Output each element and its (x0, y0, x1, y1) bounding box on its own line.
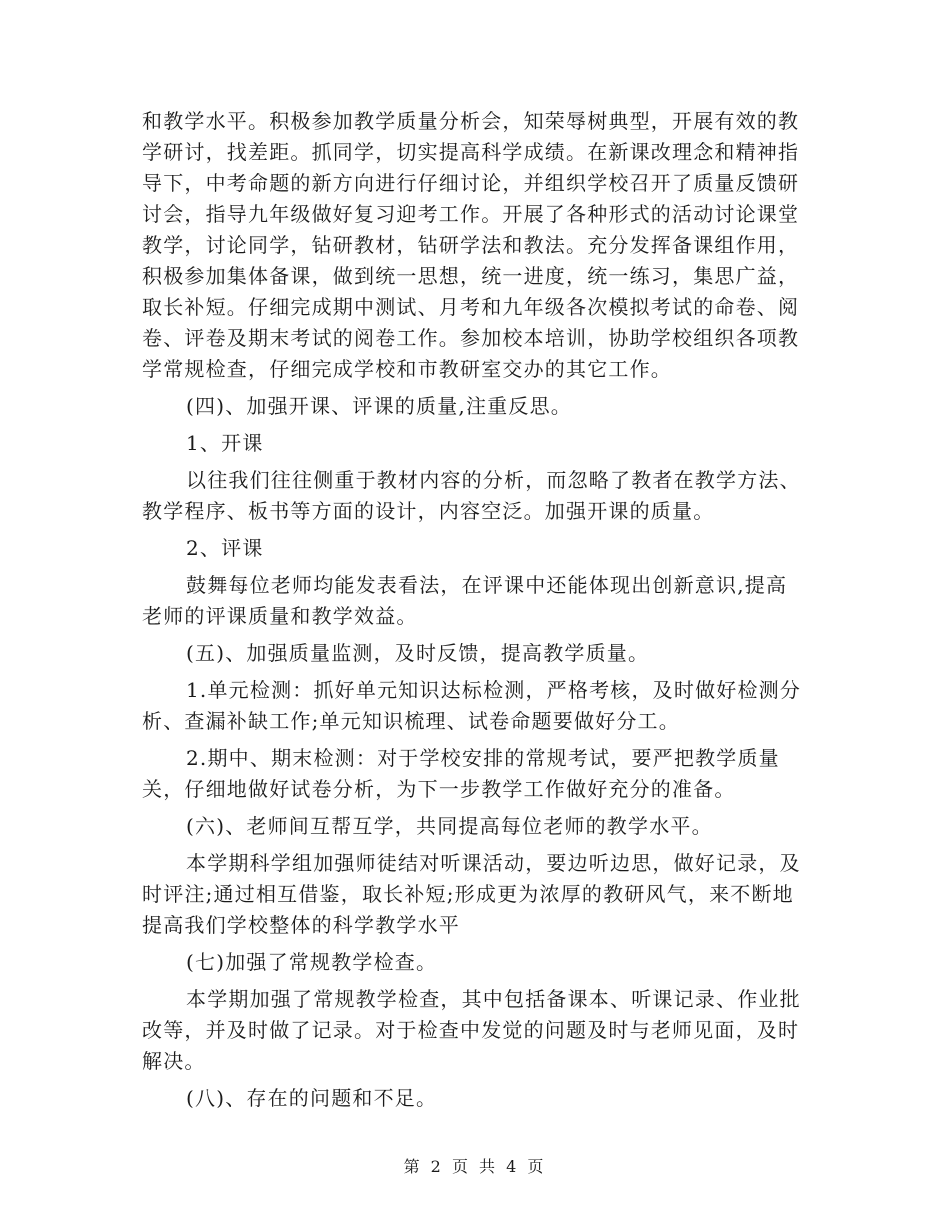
paragraph-unit-test: 1.单元检测：抓好单元知识达标检测，严格考核，及时做好检测分析、查漏补缺工作;单元知识梳理、试卷命题要做好分工。 (142, 678, 802, 733)
subheading-open-class: 1、开课 (186, 431, 264, 455)
paragraph-midterm-final-test: 2.期中、期末检测：对于学校安排的常规考试，要严把教学质量关，仔细地做好试卷分析，为下一步教学工作做好充分的准备。 (142, 746, 780, 801)
paragraph-mentoring: 本学期科学组加强师徒结对听课活动，要边听边思，做好记录，及时评注;通过相互借鉴，取长补短;形成更为浓厚的教研风气，来不断地提高我们学校整体的科学教学水平 (142, 851, 801, 937)
section-heading-six: (六)、老师间互帮互学，共同提高每位老师的教学水平。 (186, 814, 713, 838)
section-heading-four: (四)、加强开课、评课的质量,注重反思。 (186, 394, 572, 418)
paragraph-routine-inspection: 本学期加强了常规教学检查，其中包括备课本、听课记录、作业批改等，并及时做了记录。对于检查中发觉的问题及时与老师见面，及时解决。 (142, 987, 801, 1073)
paragraph-review-class: 鼓舞每位老师均能发表看法，在评课中还能体现出创新意识,提高老师的评课质量和教学效益。 (142, 573, 788, 628)
section-heading-seven: (七)加强了常规教学检查。 (186, 950, 438, 974)
document-body (142, 106, 802, 1114)
page-number-footer: 第 2 页 共 4 页 (403, 1157, 547, 1176)
section-heading-five: (五)、加强质量监测，及时反馈，提高教学质量。 (186, 641, 650, 665)
paragraph-open-class: 以往我们往往侧重于教材内容的分析，而忽略了教者在教学方法、教学程序、板书等方面的设计，内容空泛。加强开课的质量。 (142, 468, 801, 523)
subheading-review-class: 2、评课 (186, 536, 264, 560)
paragraph-continuation: 和教学水平。积极参加教学质量分析会，知荣辱树典型，开展有效的教学研讨，找差距。抓同学，切实提高科学成绩。在新课改理念和精神指导下，中考命题的新方向进行仔细讨论，并组织学校召开了质量反馈研讨会，指导九年级做好复习迎考工作。开展了各种形式的活动讨论课堂教学，讨论同学，钻研教材，钻研学法和教法。充分发挥备课组作用，积极参加集体备课，做到统一思想，统一进度，统一练习，集思广益，取长补短。仔细完成期中测试、月考和九年级各次模拟考试的命卷、阅卷、评卷及期末考试的阅卷工作。参加校本培训，协助学校组织各项教学常规检查，仔细完成学校和市教研室交办的其它工作。 (142, 109, 800, 381)
section-heading-eight: (八)、存在的问题和不足。 (186, 1086, 438, 1110)
